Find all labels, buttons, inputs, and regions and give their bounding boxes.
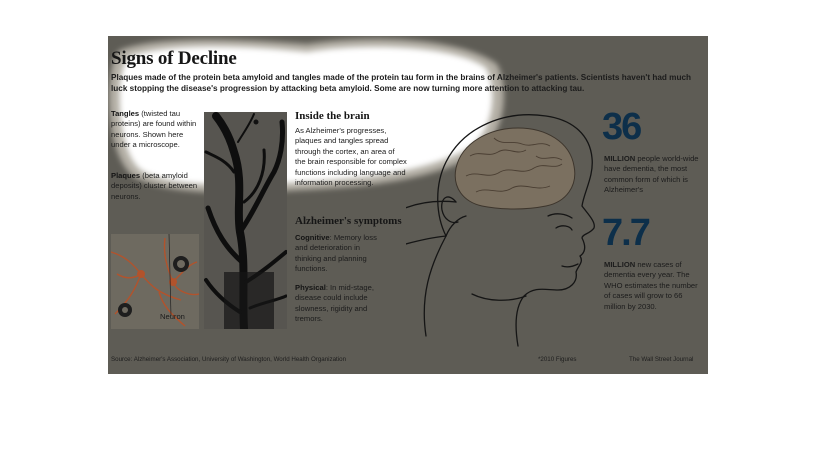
cognitive-text — [295, 233, 383, 275]
stat2-desc: new cases of dementia every year. The WHO estimates the number of cases will grow to 66 million by 2030. — [604, 260, 698, 311]
inside-brain-text: As Alzheimer's progresses, plaques and tangles spread through the cortex, an area of the brain responsible for complex functions including language and information processing. — [295, 126, 407, 188]
plaques-text: (beta amyloid deposits) cluster between neurons. — [111, 171, 198, 201]
stat1-label: MILLION — [604, 154, 636, 163]
cognitive-desc: : Memory loss and deterioration in thinking and planning functions. — [295, 233, 377, 274]
cognitive-label: Cognitive — [295, 233, 330, 242]
credit-line: The Wall Street Journal — [629, 356, 694, 363]
neuron-label: Neuron — [160, 312, 185, 321]
infographic-panel — [108, 36, 708, 374]
physical-label: Physical — [295, 283, 326, 292]
stat2-text — [604, 260, 700, 312]
physical-desc: : In mid-stage, disease could include slowness, rigidity and tremors. — [295, 283, 374, 324]
graphic-title: Signs of Decline — [111, 48, 237, 69]
inside-brain-heading: Inside the brain — [295, 110, 370, 122]
tangles-micrograph — [204, 112, 287, 329]
figures-note: *2010 Figures — [538, 356, 577, 363]
plaques-label: Plaques — [111, 171, 141, 180]
stat1-text — [604, 154, 700, 196]
tangles-text: (twisted tau proteins) are found within neurons. Shown here under a microscope. — [111, 109, 197, 150]
plaques-caption — [111, 171, 199, 202]
neuron-illustration — [111, 234, 199, 329]
symptoms-heading: Alzheimer's symptoms — [295, 215, 402, 227]
stat2-number: 7.7 — [602, 212, 649, 254]
stat1-number: 36 — [602, 106, 641, 148]
physical-text — [295, 283, 387, 325]
stat2-label: MILLION — [604, 260, 636, 269]
stat1-desc: people world-wide have dementia, the most common form of which is Alzheimer's — [604, 154, 699, 195]
source-line: Source: Alzheimer's Association, University of Washington, World Health Organization — [111, 356, 347, 363]
head-profile-illustration — [406, 106, 602, 354]
tangles-caption — [111, 109, 199, 151]
tangles-label: Tangles — [111, 109, 140, 118]
intro-text: Plaques made of the protein beta amyloid and tangles made of the protein tau form in the brains of Alzheimer's patients. Scientists haven't had much luck stopping the disease's progression by attacking beta amyloid. Some are now turning more attention to attacking tau. — [111, 73, 692, 93]
